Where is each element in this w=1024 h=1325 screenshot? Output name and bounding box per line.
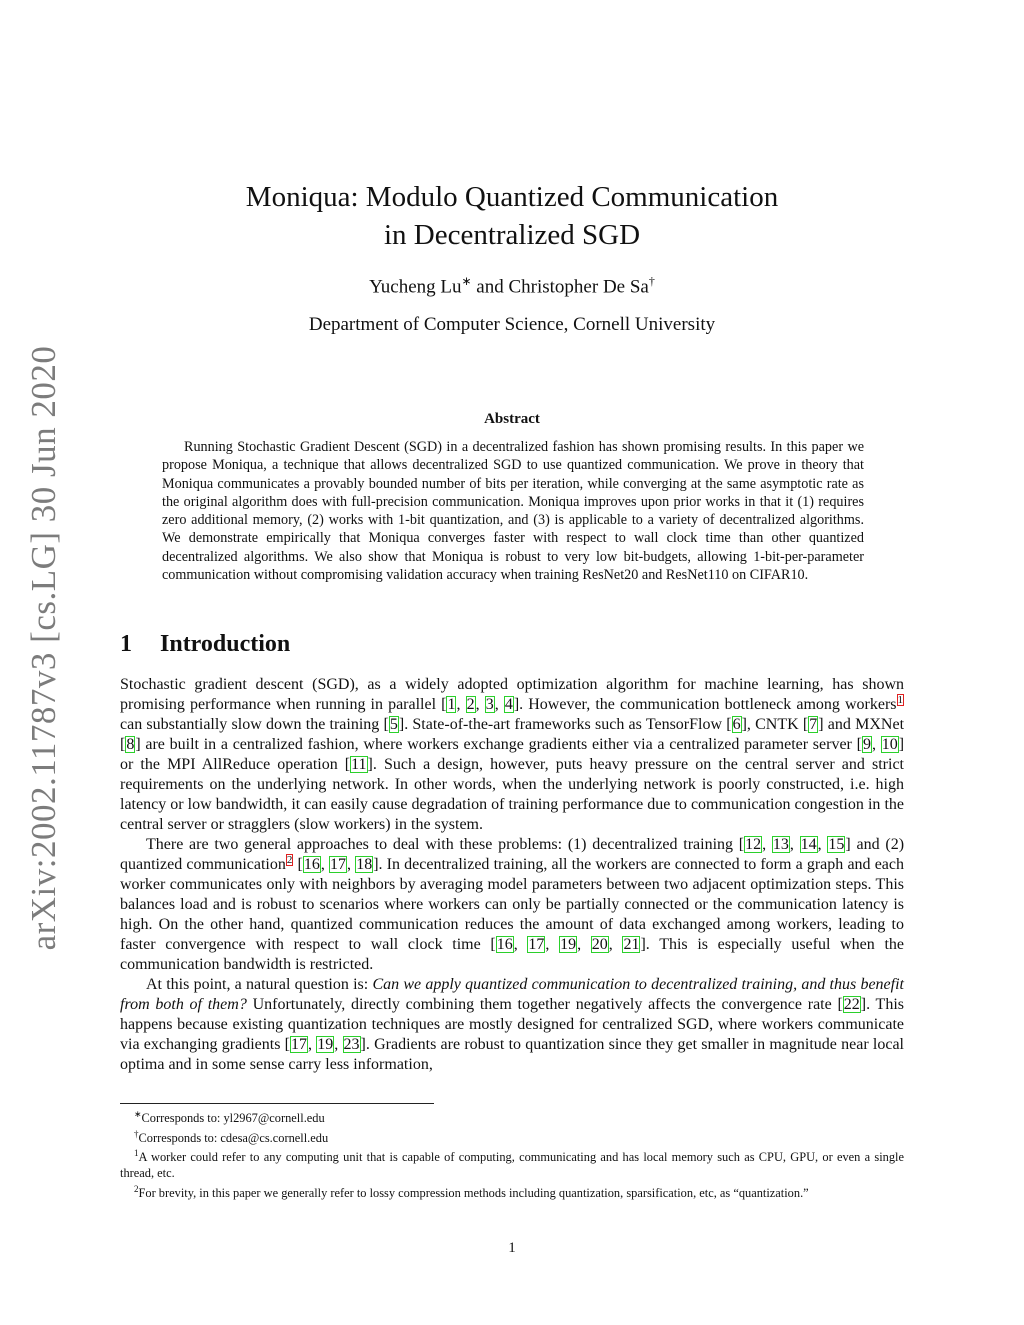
text-run: ] and MXNet [ — [120, 716, 905, 753]
citation-link[interactable]: 18 — [356, 856, 373, 873]
affiliation: Department of Computer Science, Cornell University — [308, 314, 716, 335]
text-run: ] are built in a centralized fashion, where workers exchange gradients either via a centralized parameter server [ — [135, 736, 862, 753]
footnote-divider — [120, 1103, 434, 1104]
citation-link[interactable]: 11 — [351, 756, 367, 773]
citation-link[interactable]: 5 — [389, 716, 398, 733]
citation-link[interactable]: 7 — [809, 716, 818, 733]
citation-link[interactable]: 17 — [528, 936, 545, 953]
citation-link[interactable]: 16 — [303, 856, 320, 873]
introduction-body — [120, 675, 904, 1075]
citation-link[interactable]: 23 — [343, 1036, 360, 1053]
abstract-heading: Abstract — [484, 411, 540, 427]
citation-link[interactable]: 2 — [466, 696, 475, 713]
text-run: ]. This is especially useful when the communication bandwidth is restricted. — [120, 936, 905, 973]
citation-link[interactable]: 20 — [591, 936, 608, 953]
citation-link[interactable]: 9 — [862, 736, 871, 753]
citation-link[interactable]: 10 — [881, 736, 898, 753]
section-title: Introduction — [160, 631, 291, 657]
footnote-ref-1[interactable]: 1 — [897, 693, 904, 706]
text-run: ]. State-of-the-art frameworks such as TensorFlow [ — [398, 716, 732, 733]
page-number: 1 — [508, 1240, 516, 1256]
author-1: Yucheng Lu — [369, 276, 462, 298]
citation-link[interactable]: 17 — [291, 1036, 308, 1053]
author-2-mark: † — [648, 274, 655, 288]
section-heading-introduction — [120, 631, 290, 658]
title-line-2: in Decentralized SGD — [383, 219, 641, 251]
citation-link[interactable]: 21 — [623, 936, 640, 953]
citation-link[interactable]: 4 — [504, 696, 513, 713]
footnote-corresponding-1 — [120, 1107, 904, 1127]
citation-link[interactable]: 17 — [330, 856, 347, 873]
footnote-text: For brevity, in this paper we generally refer to lossy compression methods including quantization, sparsification, etc, as “quantization.” — [138, 1185, 809, 1200]
text-run: [ — [293, 856, 303, 873]
text-run: ] or the MPI AllReduce operation [ — [120, 736, 905, 773]
footnote-mark: 1 — [134, 1148, 139, 1159]
arxiv-identifier[interactable]: arXiv:2002.11787v3 [cs.LG] 30 Jun 2020 — [24, 345, 63, 951]
abstract-text: Running Stochastic Gradient Descent (SGD) in a decentralized fashion has shown promising results. In this paper we propose Moniqua, a technique that allows decentralized SGD to use quantized communication. We prove in theory that Moniqua communicates a provably bounded number of bits per iteration, while converging at the same asymptotic rate as the original algorithm does with full-precision communication. Moniqua improves upon prior works in that it (1) requires zero additional memory, (2) works with 1-bit quantization, and (3) is applicable to a variety of decentralized algorithms. We demonstrate empirically that Moniqua converges faster with respect to wall clock time than other quantized decentralized algorithms. We also show that Moniqua is robust to very low bit-budgets, allowing 1-bit-per-parameter communication without compromising validation accuracy when training ResNet20 and ResNet110 on CIFAR10. — [162, 439, 864, 584]
citation-link[interactable]: 8 — [126, 736, 135, 753]
citation-link[interactable]: 6 — [732, 716, 741, 733]
text-run: ]. In decentralized training, all the workers are connected to form a graph and each worker communicates only with neighbors by averaging model parameters between two adjacent optimization steps. This balances load and is robust to scenarios where workers can only be partially connected or the communication latency is high. On the other hand, quantized communication reduces the amount of data exchanged among workers, leading to faster convergence with respect to wall clock time [ — [120, 856, 905, 953]
footnote-ref-2[interactable]: 2 — [286, 853, 293, 866]
text-run: ]. Such a design, however, puts heavy pressure on the central server and strict requirements on the underlying network. In other words, when the underlying network is poorly constructed, i.e. high latency or low bandwidth, it can easily cause degradation of training performance due to communication congestion in the central server or stragglers (slow workers) in the system. — [120, 756, 904, 833]
research-question: Can we apply quantized communication to decentralized training, and thus benefit from both of them? — [120, 976, 904, 1013]
citation-link[interactable]: 16 — [496, 936, 513, 953]
footnotes — [120, 1107, 904, 1201]
author-1-mark: ∗ — [461, 274, 472, 288]
text-run: There are two general approaches to deal with these problems: (1) decentralized training [ — [146, 836, 745, 853]
paragraph-2: There are two general approaches to deal with these problems: (1) decentralized training [12, 13, 14, 15] and (2) quantized communication$^2$ [16, 17, 18]. In decentralized training, all the workers are connected to form a graph and each worker communicates only with neighbors by averaging model parameters between two adjacent optimization steps. This balances load and is robust to scenarios where workers can only be partially connected or the communication latency is high. On the other hand, quantized communication reduces the amount of data exchanged among workers, leading to faster convergence with respect to wall clock time [16, 17, 19, 20, 21]. This is especially useful when the communication bandwidth is restricted. — [120, 836, 905, 973]
text-run: ]. However, the communication bottleneck among workers — [513, 696, 897, 713]
citation-link[interactable]: 1 — [447, 696, 456, 713]
text-run: At this point, a natural question is: — [146, 976, 373, 993]
paper-title — [120, 178, 904, 254]
citation-link[interactable]: 3 — [485, 696, 494, 713]
footnote-mark: ∗ — [134, 1109, 142, 1119]
text-run: can substantially slow down the training [ — [120, 716, 389, 733]
citation-link[interactable]: 22 — [843, 996, 860, 1013]
citation-link[interactable]: 15 — [828, 836, 845, 853]
citation-link[interactable]: 12 — [745, 836, 762, 853]
author-2: Christopher De Sa — [508, 276, 649, 298]
footnote-text: A worker could refer to any computing unit that is capable of computing, communicating and has local memory such as CPU, GPU, or even a single thread, etc. — [120, 1150, 904, 1181]
citation-link[interactable]: 19 — [317, 1036, 334, 1053]
author-conjunction: and — [471, 276, 509, 298]
text-run: ] and (2) quantized communication — [120, 836, 905, 873]
text-run: Stochastic gradient descent (SGD), as a widely adopted optimization algorithm for machine learning, has shown promising performance when running in parallel [ — [120, 676, 904, 713]
author-list — [120, 274, 904, 298]
footnote-1 — [120, 1146, 904, 1181]
text-run: ]. Gradients are robust to quantization since they get smaller in magnitude near local optima and in some sense carry less information, — [120, 1036, 904, 1073]
text-run: ], CNTK [ — [741, 716, 809, 733]
footnote-text: Corresponds to: cdesa@cs.cornell.edu — [138, 1130, 329, 1145]
paragraph-1: Stochastic gradient descent (SGD), as a widely adopted optimization algorithm for machine learning, has shown promising performance when running in parallel [1, 2, 3, 4]. However, the communication bottleneck among workers$^1$ can substantially slow down the training [5]. State-of-the-art frameworks such as TensorFlow [6], CNTK [7] and MXNet [8] are built in a centralized fashion, where workers exchange gradients either via a centralized parameter server [9, 10] or the MPI AllReduce operation [11]. Such a design, however, puts heavy pressure on the central server and strict requirements on the underlying network. In other words, when the underlying network is poorly constructed, i.e. high latency or low bandwidth, it can easily cause degradation of training performance due to communication congestion in the central server or stragglers (slow workers) in the system. — [120, 676, 905, 833]
footnote-corresponding-2 — [120, 1127, 904, 1147]
citation-link[interactable]: 14 — [800, 836, 817, 853]
footnote-mark: † — [134, 1128, 139, 1139]
footnote-text: Corresponds to: yl2967@cornell.edu — [141, 1111, 325, 1126]
text-run: ]. This happens because existing quantization techniques are mostly designed for centralized SGD, where workers communicate via exchanging gradients [ — [120, 996, 905, 1053]
citation-link[interactable]: 19 — [560, 936, 577, 953]
citation-link[interactable]: 13 — [772, 836, 789, 853]
paragraph-3: At this point, a natural question is: Can we apply quantized communication to decentralized training, and thus benefit from both of them? Unfortunately, directly combining them together negatively affects the convergence rate [22]. This happens because existing quantization techniques are mostly designed for centralized SGD, where workers communicate via exchanging gradients [17, 19, 23]. Gradients are robust to quantization since they get smaller in magnitude near local optima and in some sense carry less information, — [120, 976, 905, 1073]
footnote-2 — [120, 1182, 904, 1202]
section-number: 1 — [120, 631, 132, 657]
footnote-mark: 2 — [134, 1183, 139, 1194]
title-line-1: Moniqua: Modulo Quantized Communication — [245, 181, 779, 213]
text-run: Unfortunately, directly combining them together negatively affects the convergence rate [ — [246, 996, 843, 1013]
